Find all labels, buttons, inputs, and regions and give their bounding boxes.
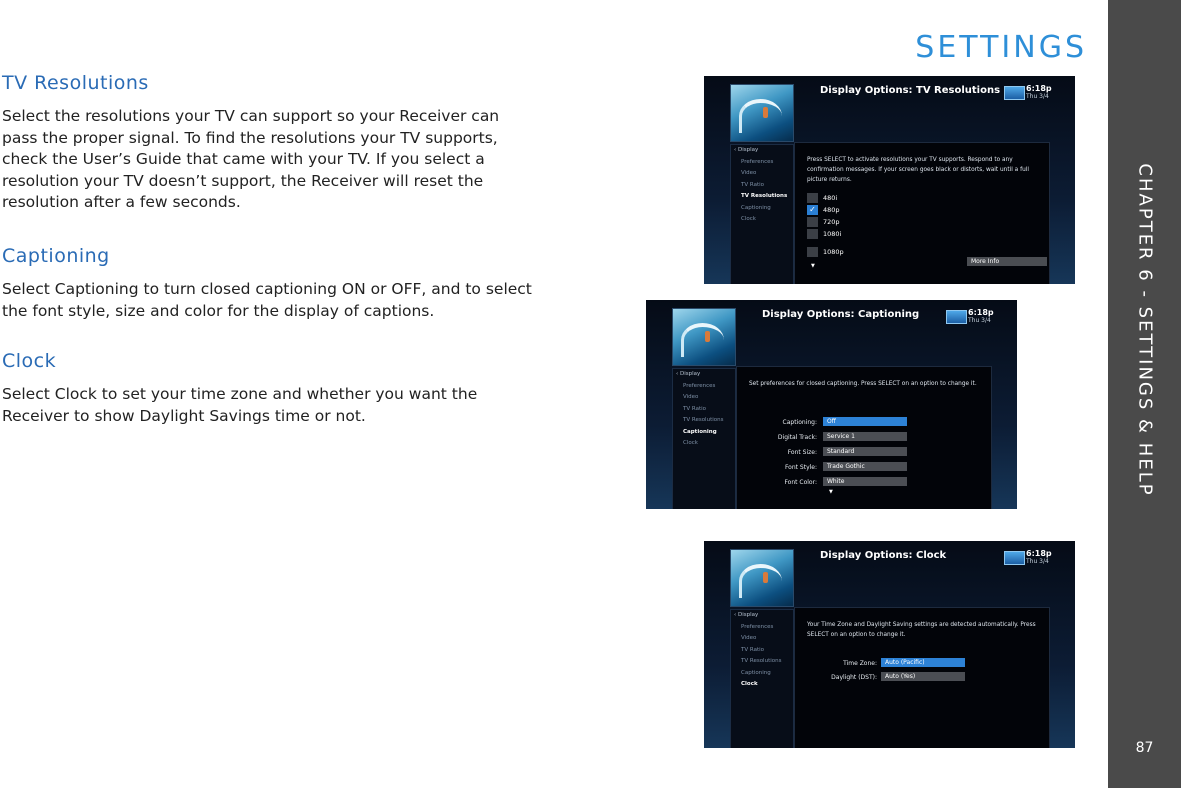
menu-item-display[interactable]: ‹ Display [734, 612, 759, 618]
chapter-label: CHAPTER 6 - SETTINGS & HELP [1134, 163, 1156, 497]
section-clock [2, 350, 532, 427]
clock-date: Thu 3/4 [1026, 93, 1049, 100]
more-info-button[interactable]: More Info [967, 257, 1047, 266]
clock-date: Thu 3/4 [1026, 558, 1049, 565]
setting-value-daylight[interactable]: Auto (Yes) [881, 672, 965, 681]
display-menu [672, 368, 736, 509]
clock-time: 6:18p [1026, 549, 1052, 558]
menu-item-captioning[interactable]: Captioning [741, 669, 771, 676]
menu-item-display[interactable]: ‹ Display [734, 147, 759, 153]
setting-label: Font Color: [784, 479, 817, 486]
options-panel [794, 607, 1050, 748]
screenshot-captioning [646, 300, 1017, 509]
scroll-down-icon[interactable]: ▼ [829, 489, 833, 495]
preview-thumbnail [672, 308, 736, 366]
clock-time: 6:18p [968, 308, 994, 317]
section-captioning [2, 245, 532, 322]
menu-item-display[interactable]: ‹ Display [676, 371, 701, 377]
menu-item-tv-resolutions[interactable]: TV Resolutions [741, 658, 782, 664]
menu-item-preferences[interactable]: Preferences [683, 382, 716, 389]
menu-item-video[interactable]: Video [741, 635, 757, 641]
menu-item-video[interactable]: Video [741, 170, 757, 176]
display-menu [730, 609, 794, 748]
menu-item-tv-resolutions[interactable]: TV Resolutions [683, 417, 724, 423]
checkbox-icon[interactable] [807, 217, 818, 227]
directv-logo-icon [946, 310, 967, 324]
clock-date: Thu 3/4 [968, 317, 991, 324]
resolution-option[interactable]: ✓ 480p [807, 205, 840, 215]
resolution-option[interactable]: 1080p [807, 247, 844, 257]
menu-item-clock[interactable]: Clock [741, 681, 758, 687]
resolution-option[interactable]: 1080i [807, 229, 841, 239]
options-panel [794, 142, 1050, 284]
scroll-down-icon[interactable]: ▼ [811, 263, 815, 269]
setting-value-captioning[interactable]: Off [823, 417, 907, 426]
instructions-text: Press SELECT to activate resolutions your TV supports. Respond to any confirmation messages. If your screen goes black or distorts, wait until a full picture returns. [807, 157, 1030, 183]
directv-logo-icon [1004, 551, 1025, 565]
setting-value-font-color[interactable]: White [823, 477, 907, 486]
setting-value-time-zone[interactable]: Auto (Pacific) [881, 658, 965, 667]
checkmark-icon[interactable]: ✓ [807, 205, 818, 215]
clock-time: 6:18p [1026, 84, 1052, 93]
setting-label: Daylight (DST): [831, 674, 877, 681]
section-title: TV Resolutions [2, 72, 149, 94]
setting-label: Font Style: [784, 464, 817, 471]
section-body: Select the resolutions your TV can support so your Receiver can pass the proper signal. To find the resolutions your TV supports, check the User’s Guide that came with your TV. If you select a resolution your TV doesn’t support, the Receiver will reset the resolution after a few seconds. [2, 107, 500, 211]
resolution-option[interactable]: 480i [807, 193, 837, 203]
screen-title: Display Options: TV Resolutions [820, 85, 1001, 96]
menu-item-preferences[interactable]: Preferences [741, 158, 774, 165]
display-menu [730, 144, 794, 284]
screenshot-tv-resolutions [704, 76, 1075, 284]
menu-item-clock[interactable]: Clock [683, 440, 698, 446]
section-title: Clock [2, 350, 57, 372]
instructions-text: Set preferences for closed captioning. Press SELECT on an option to change it. [749, 381, 977, 387]
menu-item-clock[interactable]: Clock [741, 216, 756, 222]
resolution-option[interactable]: 720p [807, 217, 840, 227]
section-body: Select Clock to set your time zone and whether you want the Receiver to show Daylight Savings time or not. [2, 385, 478, 425]
checkbox-icon[interactable] [807, 193, 818, 203]
page-heading: SETTINGS [915, 30, 1087, 65]
setting-label: Digital Track: [777, 434, 817, 441]
screenshot-clock [704, 541, 1075, 748]
options-panel [736, 366, 992, 509]
checkbox-icon[interactable] [807, 247, 818, 257]
section-tv-resolutions [2, 72, 532, 214]
setting-label: Captioning: [782, 419, 817, 426]
menu-item-preferences[interactable]: Preferences [741, 623, 774, 630]
preview-thumbnail [730, 84, 794, 142]
screen-title: Display Options: Captioning [762, 309, 920, 320]
preview-thumbnail [730, 549, 794, 607]
checkbox-icon[interactable] [807, 229, 818, 239]
section-body: Select Captioning to turn closed captioning ON or OFF, and to select the font style, size and color for the display of captions. [2, 280, 532, 320]
setting-label: Time Zone: [843, 660, 877, 667]
menu-item-tv-ratio[interactable]: TV Ratio [741, 646, 764, 653]
setting-label: Font Size: [787, 449, 817, 456]
menu-item-tv-resolutions[interactable]: TV Resolutions [741, 193, 788, 199]
screen-title: Display Options: Clock [820, 550, 947, 561]
section-title: Captioning [2, 245, 110, 267]
page-number: 87 [1135, 740, 1154, 756]
menu-item-video[interactable]: Video [683, 394, 699, 400]
directv-logo-icon [1004, 86, 1025, 100]
setting-value-digital-track[interactable]: Service 1 [823, 432, 907, 441]
instructions-text: Your Time Zone and Daylight Saving settings are detected automatically. Press SELECT on an option to change it. [807, 622, 1036, 638]
setting-value-font-size[interactable]: Standard [823, 447, 907, 456]
menu-item-tv-ratio[interactable]: TV Ratio [683, 405, 706, 412]
menu-item-captioning[interactable]: Captioning [683, 428, 717, 435]
menu-item-captioning[interactable]: Captioning [741, 204, 771, 211]
setting-value-font-style[interactable]: Trade Gothic [823, 462, 907, 471]
menu-item-tv-ratio[interactable]: TV Ratio [741, 181, 764, 188]
